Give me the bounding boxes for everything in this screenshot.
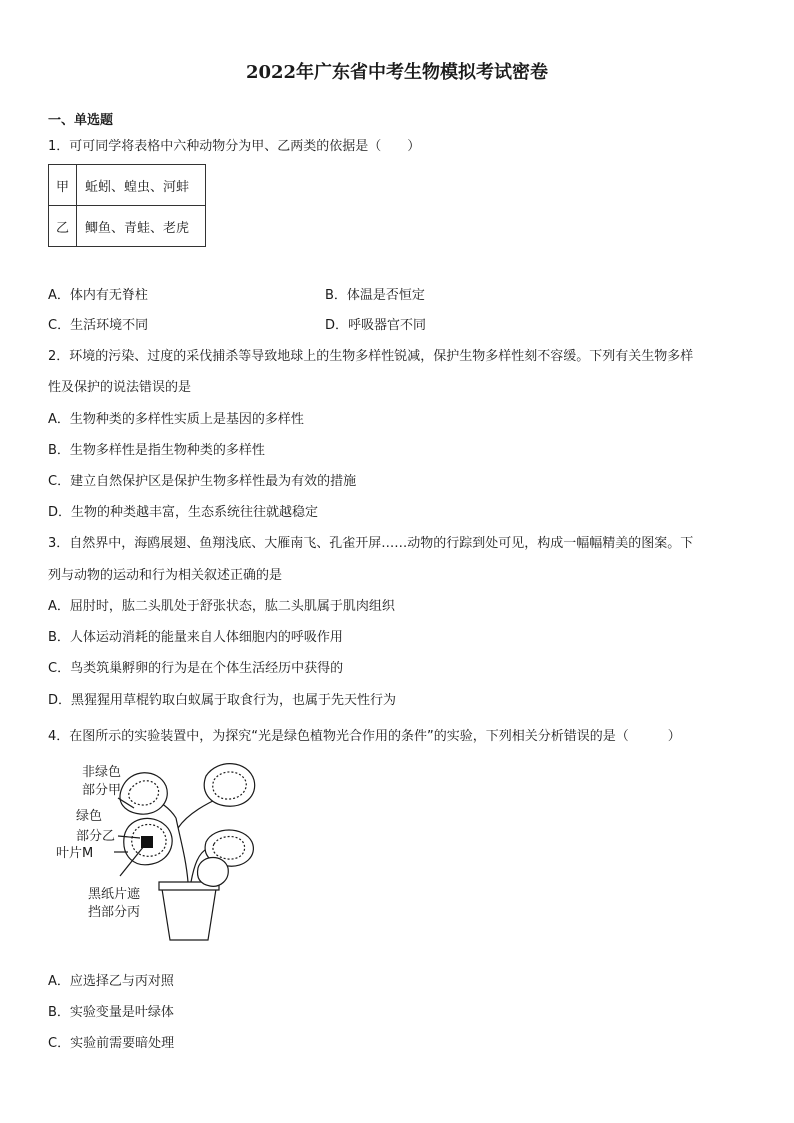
- leaf-upper-right: [204, 764, 254, 807]
- q2-stem-line2: 性及保护的说法错误的是: [48, 380, 192, 395]
- q2-option-c: C．建立自然保护区是保护生物多样性最为有效的措施: [48, 474, 357, 489]
- table-cell-value: 鲫鱼、青蛙、老虎: [77, 206, 206, 247]
- table-cell-label: 乙: [49, 206, 77, 247]
- q3-stem-line2: 列与动物的运动和行为相关叙述正确的是: [48, 568, 283, 583]
- label-bing-line2: 挡部分丙: [88, 905, 141, 920]
- table-cell-label: 甲: [49, 165, 77, 206]
- q4-plant-experiment-figure: [48, 758, 288, 958]
- q1-option-b: B．体温是否恒定: [325, 288, 425, 303]
- black-paper-patch: [141, 836, 153, 848]
- label-yi-line1: 绿色: [76, 809, 103, 824]
- q1-option-a: A．体内有无脊柱: [48, 288, 148, 303]
- q2-option-a: A．生物种类的多样性实质上是基因的多样性: [48, 412, 304, 427]
- q3-option-d: D．黑猩猩用草棍钓取白蚁属于取食行为，也属于先天性行为: [48, 693, 397, 708]
- leaf-lower-right: [198, 858, 229, 887]
- q1-option-d: D．呼吸器官不同: [325, 318, 427, 333]
- q4-stem: 4．在图所示的实验装置中，为探究“光是绿色植物光合作用的条件”的实验，下列相关分析错误的是（ ）: [48, 729, 681, 744]
- leaf-upper-left: [120, 773, 167, 814]
- table-cell-value: 蚯蚓、蝗虫、河蚌: [77, 165, 206, 206]
- page-title: 2022年广东省中考生物模拟考试密卷: [245, 62, 549, 83]
- section-heading: 一、单选题: [48, 113, 114, 128]
- q2-option-d: D．生物的种类越丰富，生态系统往往就越稳定: [48, 505, 319, 520]
- q3-stem-line1: 3．自然界中，海鸥展翅、鱼翔浅底、大雁南飞、孔雀开屏……动物的行踪到处可见，构成一幅幅精美的图案。下: [48, 536, 694, 551]
- q2-stem-line1: 2．环境的污染、过度的采伐捕杀等导致地球上的生物多样性锐减，保护生物多样性刻不容缓。下列有关生物多样: [48, 349, 694, 364]
- q4-option-b: B．实验变量是叶绿体: [48, 1005, 174, 1020]
- label-jia-line1: 非绿色: [82, 765, 122, 780]
- q3-option-a: A．屈肘时，肱二头肌处于舒张状态，肱二头肌属于肌肉组织: [48, 599, 395, 614]
- q4-option-a: A．应选择乙与丙对照: [48, 974, 174, 989]
- label-yi-line2: 部分乙: [76, 829, 116, 844]
- q1-stem: 1．可可同学将表格中六种动物分为甲、乙两类的依据是（ ）: [48, 139, 421, 154]
- q2-option-b: B．生物多样性是指生物种类的多样性: [48, 443, 265, 458]
- table-row: [49, 165, 206, 206]
- table-row: [49, 206, 206, 247]
- q4-option-c: C．实验前需要暗处理: [48, 1036, 175, 1051]
- q1-option-c: C．生活环境不同: [48, 318, 149, 333]
- label-leaf-m: 叶片M: [56, 846, 94, 861]
- q3-option-b: B．人体运动消耗的能量来自人体细胞内的呼吸作用: [48, 630, 343, 645]
- label-jia-line2: 部分甲: [82, 783, 122, 798]
- label-bing-line1: 黑纸片遮: [88, 887, 141, 902]
- q1-classification-table: [48, 164, 206, 247]
- q3-option-c: C．鸟类筑巢孵卵的行为是在个体生活经历中获得的: [48, 661, 344, 676]
- flower-pot: [162, 889, 216, 940]
